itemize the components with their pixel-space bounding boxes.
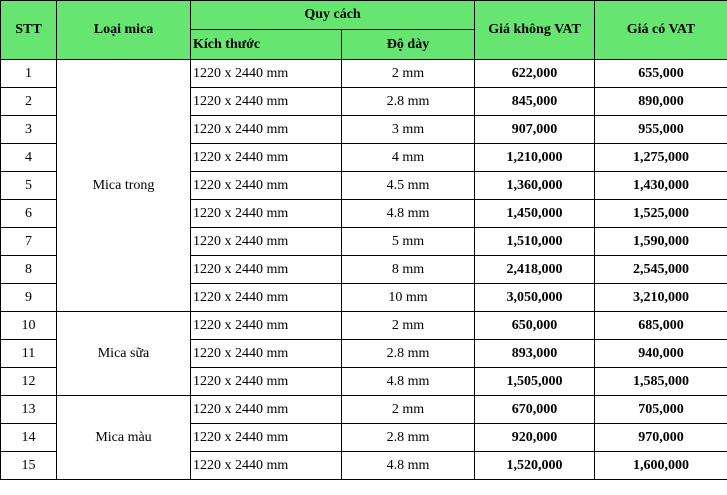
row-gia-khong-vat: 1,450,000 [475,200,595,228]
row-stt: 3 [1,116,57,144]
row-gia-co-vat: 940,000 [595,340,727,368]
row-do-day: 5 mm [342,228,475,256]
row-do-day: 4 mm [342,144,475,172]
row-gia-co-vat: 970,000 [595,424,727,452]
row-stt: 15 [1,452,57,480]
row-loai-mica: Mica sữa [57,312,191,396]
row-do-day: 2.8 mm [342,340,475,368]
header-do-day: Độ dày [342,30,475,60]
row-do-day: 2 mm [342,396,475,424]
row-kich-thuoc: 1220 x 2440 mm [191,340,342,368]
row-do-day: 2.8 mm [342,88,475,116]
row-gia-co-vat: 1,585,000 [595,368,727,396]
table-row [1,60,727,88]
header-loai-mica: Loại mica [57,1,191,60]
row-gia-khong-vat: 650,000 [475,312,595,340]
row-do-day: 4.8 mm [342,368,475,396]
row-kich-thuoc: 1220 x 2440 mm [191,88,342,116]
header-kich-thuoc: Kích thước [191,30,342,60]
table-header [1,1,727,60]
row-gia-co-vat: 2,545,000 [595,256,727,284]
row-kich-thuoc: 1220 x 2440 mm [191,144,342,172]
row-gia-khong-vat: 2,418,000 [475,256,595,284]
row-gia-khong-vat: 622,000 [475,60,595,88]
row-kich-thuoc: 1220 x 2440 mm [191,368,342,396]
header-quy-cach: Quy cách [191,1,475,30]
row-gia-co-vat: 1,275,000 [595,144,727,172]
table-body [1,60,727,480]
row-gia-khong-vat: 1,210,000 [475,144,595,172]
row-gia-khong-vat: 1,520,000 [475,452,595,480]
table-row [1,312,727,340]
row-do-day: 8 mm [342,256,475,284]
row-kich-thuoc: 1220 x 2440 mm [191,452,342,480]
row-gia-khong-vat: 920,000 [475,424,595,452]
row-gia-khong-vat: 907,000 [475,116,595,144]
row-stt: 10 [1,312,57,340]
row-do-day: 3 mm [342,116,475,144]
row-kich-thuoc: 1220 x 2440 mm [191,256,342,284]
row-stt: 2 [1,88,57,116]
row-stt: 1 [1,60,57,88]
row-stt: 6 [1,200,57,228]
row-do-day: 2 mm [342,60,475,88]
row-stt: 12 [1,368,57,396]
row-gia-co-vat: 1,525,000 [595,200,727,228]
row-gia-co-vat: 1,430,000 [595,172,727,200]
row-stt: 4 [1,144,57,172]
row-kich-thuoc: 1220 x 2440 mm [191,172,342,200]
row-stt: 7 [1,228,57,256]
row-kich-thuoc: 1220 x 2440 mm [191,424,342,452]
row-kich-thuoc: 1220 x 2440 mm [191,284,342,312]
row-do-day: 4.8 mm [342,452,475,480]
row-kich-thuoc: 1220 x 2440 mm [191,116,342,144]
row-gia-co-vat: 1,600,000 [595,452,727,480]
row-kich-thuoc: 1220 x 2440 mm [191,312,342,340]
row-gia-khong-vat: 1,510,000 [475,228,595,256]
row-gia-co-vat: 1,590,000 [595,228,727,256]
row-stt: 11 [1,340,57,368]
row-gia-khong-vat: 3,050,000 [475,284,595,312]
row-stt: 14 [1,424,57,452]
row-do-day: 10 mm [342,284,475,312]
table-row [1,396,727,424]
row-do-day: 4.8 mm [342,200,475,228]
row-gia-khong-vat: 845,000 [475,88,595,116]
row-do-day: 2.8 mm [342,424,475,452]
row-do-day: 2 mm [342,312,475,340]
row-loai-mica: Mica trong [57,60,191,312]
row-gia-khong-vat: 893,000 [475,340,595,368]
row-kich-thuoc: 1220 x 2440 mm [191,228,342,256]
row-loai-mica: Mica màu [57,396,191,480]
row-gia-co-vat: 705,000 [595,396,727,424]
row-do-day: 4.5 mm [342,172,475,200]
row-gia-khong-vat: 670,000 [475,396,595,424]
header-gia-co-vat: Giá có VAT [595,1,727,60]
row-stt: 8 [1,256,57,284]
row-stt: 5 [1,172,57,200]
row-stt: 9 [1,284,57,312]
row-gia-co-vat: 655,000 [595,60,727,88]
header-stt: STT [1,1,57,60]
row-gia-khong-vat: 1,505,000 [475,368,595,396]
row-gia-co-vat: 890,000 [595,88,727,116]
row-kich-thuoc: 1220 x 2440 mm [191,200,342,228]
row-gia-co-vat: 3,210,000 [595,284,727,312]
row-kich-thuoc: 1220 x 2440 mm [191,396,342,424]
row-gia-khong-vat: 1,360,000 [475,172,595,200]
row-gia-co-vat: 955,000 [595,116,727,144]
header-gia-khong-vat: Giá không VAT [475,1,595,60]
row-kich-thuoc: 1220 x 2440 mm [191,60,342,88]
row-gia-co-vat: 685,000 [595,312,727,340]
row-stt: 13 [1,396,57,424]
